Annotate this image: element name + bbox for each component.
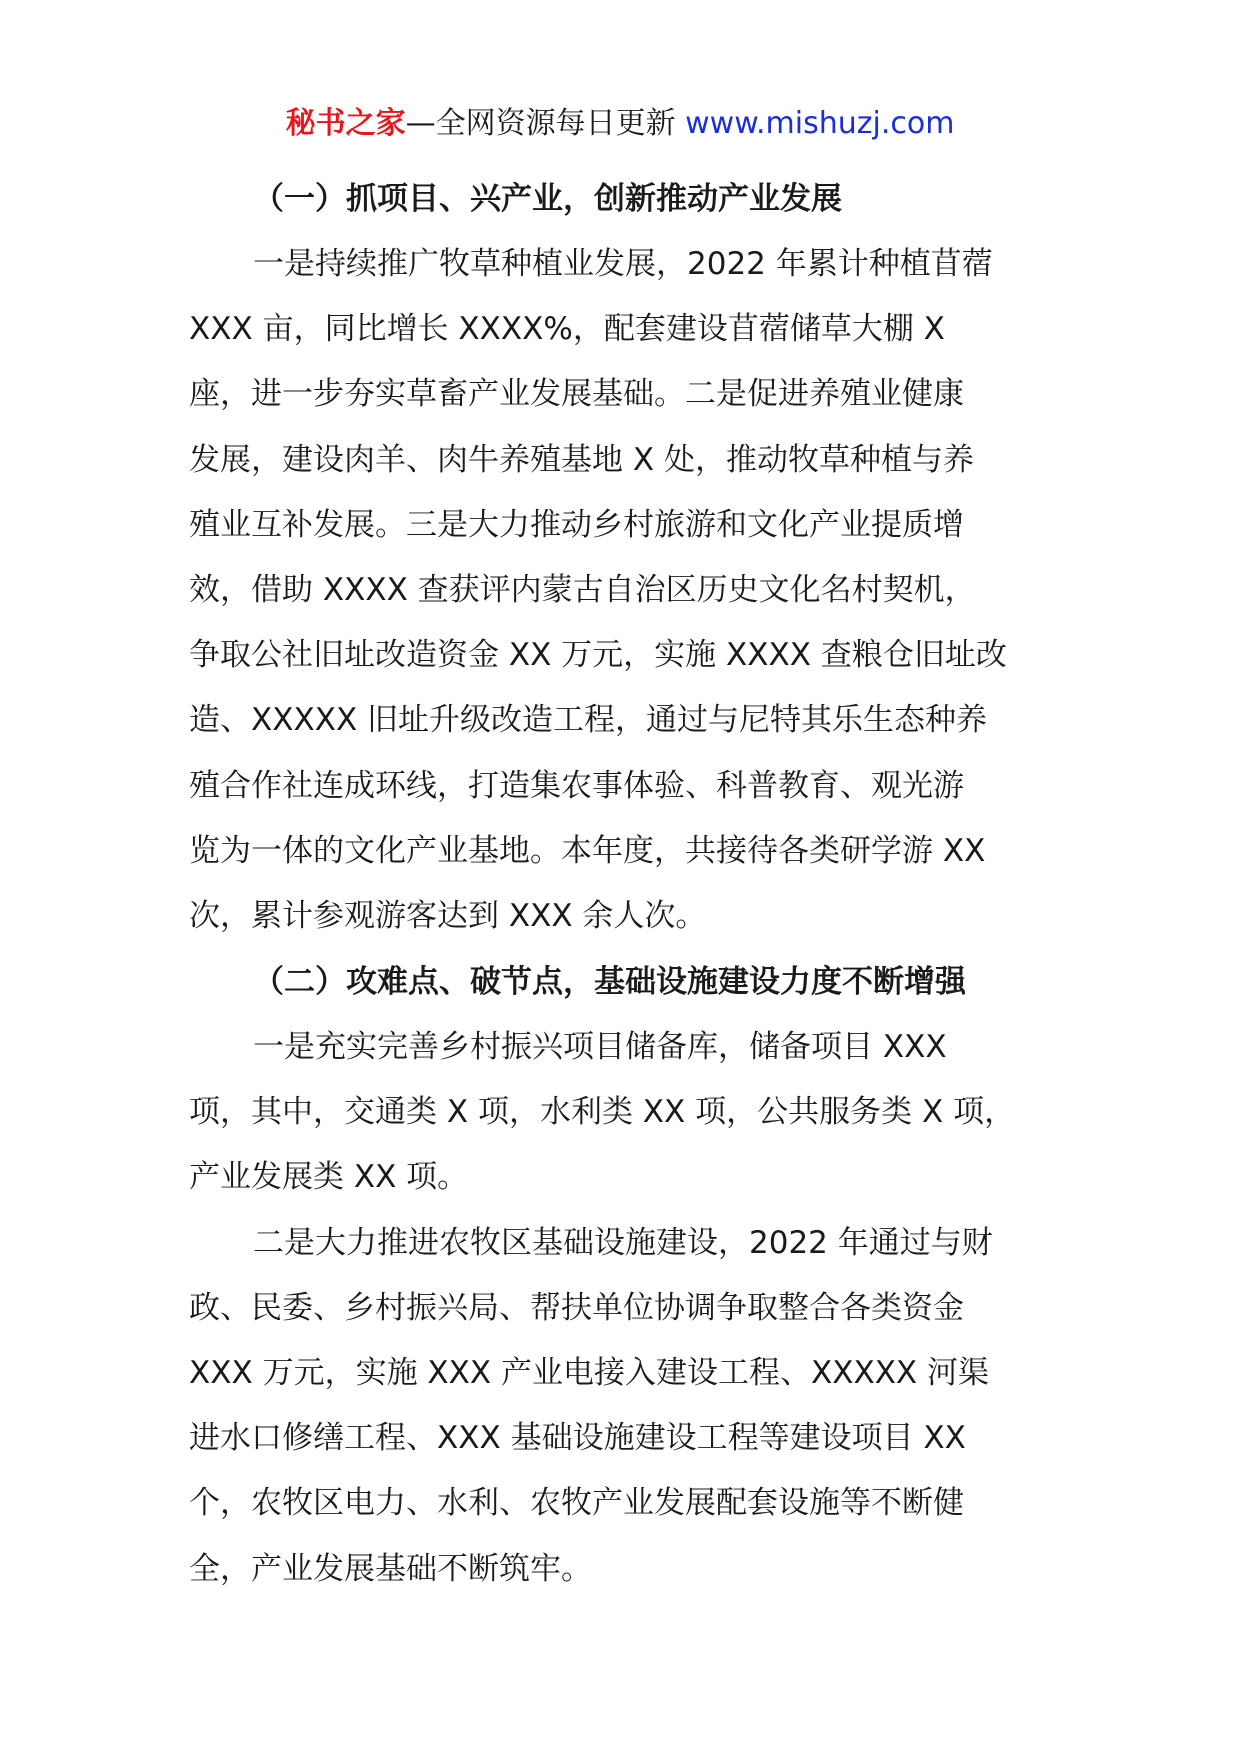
paragraph-line: 次，累计参观游客达到 XXX 余人次。 <box>189 897 707 934</box>
section-2-paragraph-1 <box>189 1015 1059 1211</box>
paragraph-line: 产业发展类 XX 项。 <box>189 1159 469 1196</box>
paragraph-line: 效，借助 XXXX 查获评内蒙古自治区历史文化名村契机， <box>189 571 976 608</box>
section-2-paragraph-2 <box>189 1211 1059 1602</box>
paragraph-line: 览为一体的文化产业基地。本年度，共接待各类研学游 XX <box>189 832 986 869</box>
site-header <box>0 104 1240 144</box>
paragraph-line: 二是大力推进农牧区基础设施建设，2022 年通过与财 <box>253 1224 993 1261</box>
paragraph-line: 进水口修缮工程、XXX 基础设施建设工程等建设项目 XX <box>189 1420 966 1457</box>
section-heading-1: （一）抓项目、兴产业，创新推动产业发展 <box>253 181 842 217</box>
section-heading-2: （二）攻难点、破节点，基础设施建设力度不断增强 <box>253 964 966 1001</box>
paragraph-line: 政、民委、乡村振兴局、帮扶单位协调争取整合各类资金 <box>189 1289 964 1326</box>
paragraph-line: 造、XXXXX 旧址升级改造工程，通过与尼特其乐生态种养 <box>189 702 988 739</box>
paragraph-line: 一是持续推广牧草种植业发展，2022 年累计种植苜蓿 <box>253 246 993 282</box>
paragraph-line: 一是充实完善乡村振兴项目储备库，储备项目 XXX <box>253 1029 947 1066</box>
paragraph-line: 争取公社旧址改造资金 XX 万元，实施 XXXX 查粮仓旧址改 <box>189 637 1007 674</box>
paragraph-line: 项，其中，交通类 X 项，水利类 XX 项，公共服务类 X 项， <box>189 1094 1016 1131</box>
paragraph-line: 殖合作社连成环线，打造集农事体验、科普教育、观光游 <box>189 767 964 804</box>
header-slogan: —全网资源每日更新 <box>405 106 686 141</box>
paragraph-line: 个，农牧区电力、水利、农牧产业发展配套设施等不断健 <box>189 1485 964 1522</box>
paragraph-line: XXX 万元，实施 XXX 产业电接入建设工程、XXXXX 河渠 <box>189 1355 990 1391</box>
document-body <box>189 166 1059 1602</box>
brand-name: 秘书之家 <box>285 106 406 141</box>
site-url-link[interactable]: www.mishuzj.com <box>685 106 955 141</box>
paragraph-line: XXX 亩，同比增长 XXXX%，配套建设苜蓿储草大棚 X <box>189 311 945 348</box>
paragraph-line: 殖业互补发展。三是大力推动乡村旅游和文化产业提质增 <box>189 506 964 543</box>
paragraph-line: 座，进一步夯实草畜产业发展基础。二是促进养殖业健康 <box>189 376 964 413</box>
section-1-paragraph <box>189 232 1059 949</box>
paragraph-line: 全，产业发展基础不断筑牢。 <box>189 1550 592 1587</box>
paragraph-line: 发展，建设肉羊、肉牛养殖基地 X 处，推动牧草种植与养 <box>189 441 974 478</box>
